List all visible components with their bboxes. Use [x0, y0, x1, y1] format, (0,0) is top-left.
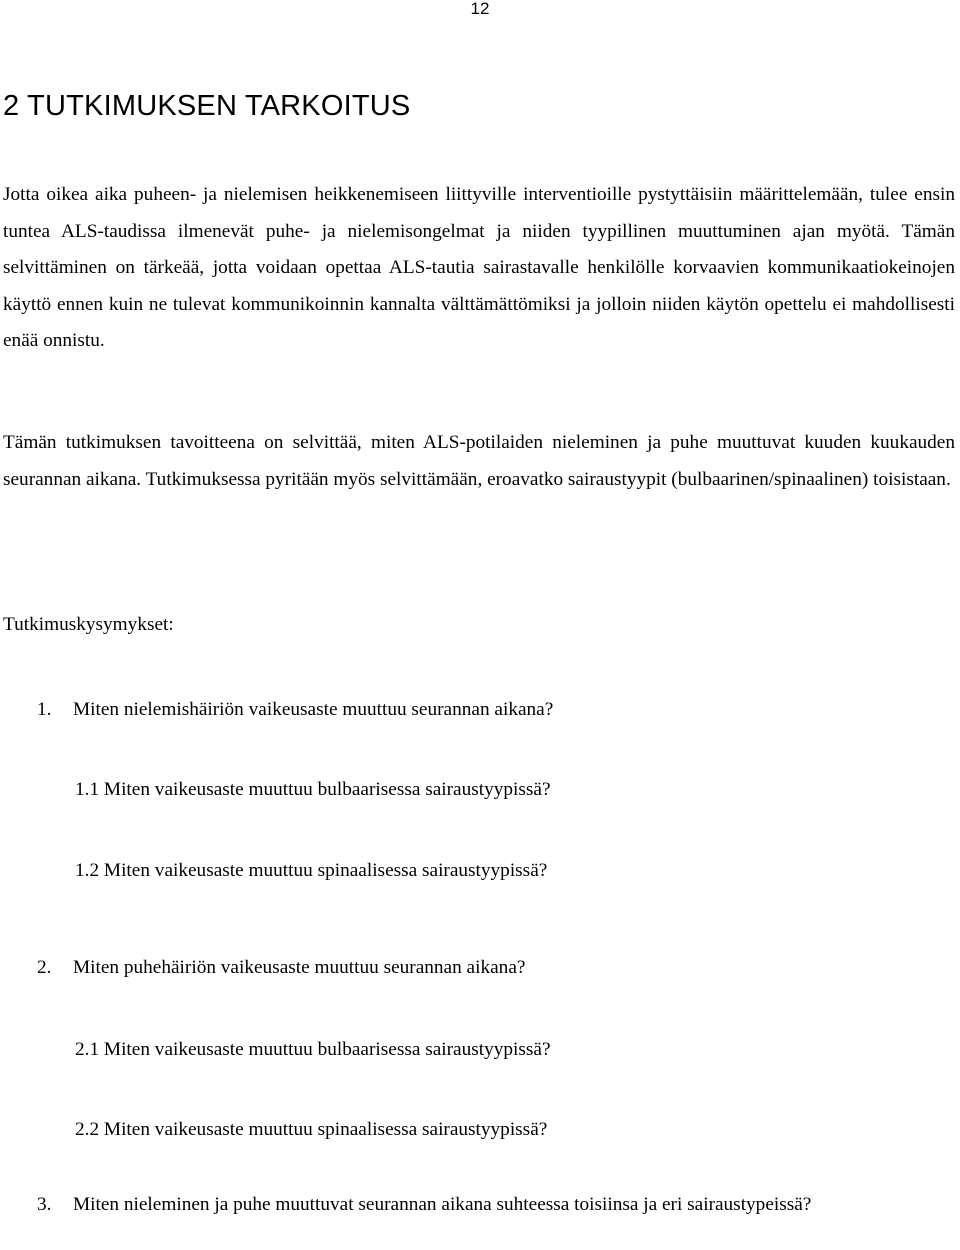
- question-1: [37, 695, 553, 725]
- question-1-2: 1.2 Miten vaikeusaste muuttuu spinaalisessa sairaustyypissä?: [75, 860, 548, 881]
- paragraph-intro: Jotta oikea aika puheen- ja nielemisen heikkenemiseen liittyville interventioille pystyttäisiin määrittelemään, tulee ensin tuntea ALS-taudissa ilmenevät puhe- ja nielemisongelmat ja niiden tyypillinen muuttuminen ajan myötä. Tämän selvittäminen on tärkeää, jotta voidaan opettaa ALS-tautia sairastavalle henkilölle korvaavien kommunikaatiokeinojen käyttö ennen kuin ne tulevat kommunikoinnin kannalta välttämättömiksi ja jolloin niiden käytön opettelu ei mahdollisesti enää onnistu.: [3, 184, 955, 352]
- question-2-number: 2.: [37, 957, 52, 978]
- question-2-text: Miten puhehäiriön vaikeusaste muuttuu seurannan aikana?: [73, 957, 526, 978]
- question-3: [37, 1190, 942, 1220]
- question-2-2: 2.2 Miten vaikeusaste muuttuu spinaalisessa sairaustyypissä?: [75, 1119, 548, 1140]
- question-3-text: Miten nieleminen ja puhe muuttuvat seurannan aikana suhteessa toisiinsa ja eri sairaustypeissä?: [73, 1194, 812, 1215]
- chapter-title: 2 TUTKIMUKSEN TARKOITUS: [3, 90, 411, 122]
- question-2-1: 2.1 Miten vaikeusaste muuttuu bulbaarisessa sairaustyypissä?: [75, 1039, 551, 1060]
- question-1-number: 1.: [37, 699, 52, 720]
- question-1-1: 1.1 Miten vaikeusaste muuttuu bulbaarisessa sairaustyypissä?: [75, 779, 551, 800]
- page-number: 12: [470, 0, 490, 18]
- question-2: [37, 953, 525, 983]
- research-questions-heading: Tutkimuskysymykset:: [3, 614, 174, 635]
- paragraph-aim: Tämän tutkimuksen tavoitteena on selvittää, miten ALS-potilaiden nieleminen ja puhe muuttuvat kuuden kuukauden seurannan aikana. Tutkimuksessa pyritään myös selvittämään, eroavatko sairaustyypit (bulbaarinen/spinaalinen) toisistaan.: [3, 432, 955, 490]
- question-3-number: 3.: [37, 1194, 52, 1215]
- question-1-text: Miten nielemishäiriön vaikeusaste muuttuu seurannan aikana?: [73, 699, 554, 720]
